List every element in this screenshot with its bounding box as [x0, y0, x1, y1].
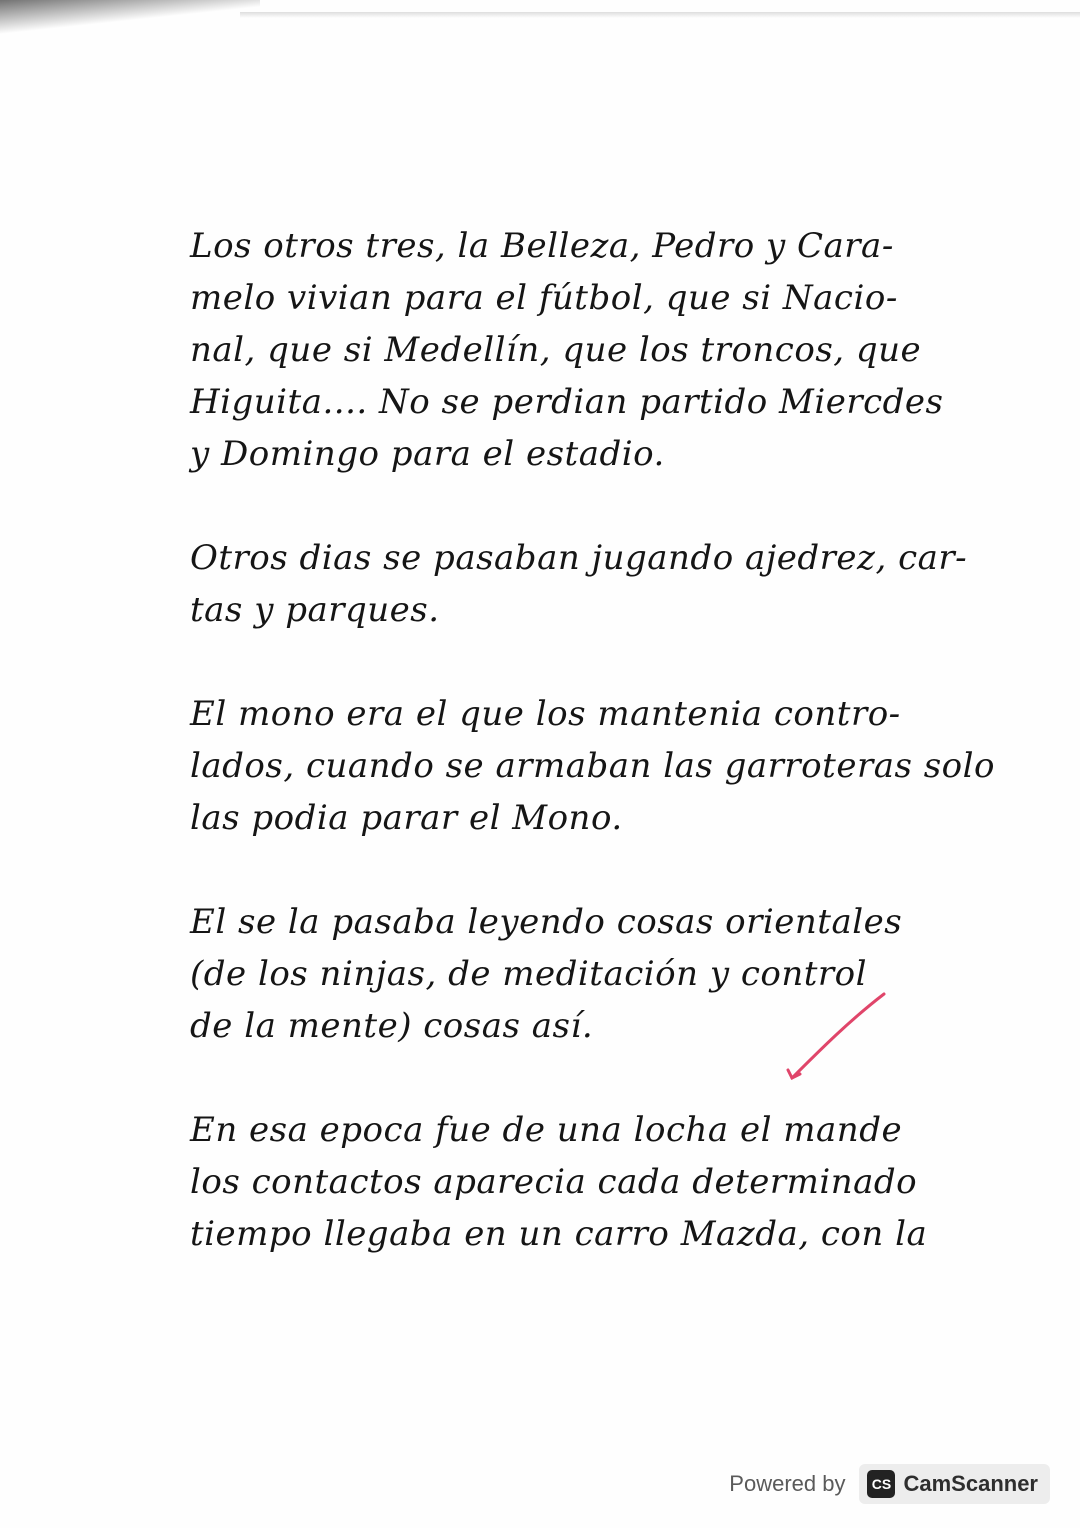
text-line: melo vivian para el fútbol, que si Nacio- [190, 278, 898, 318]
text-line: tiempo llegaba en un carro Mazda, con la [190, 1214, 928, 1254]
paragraph-4 [190, 896, 1020, 1052]
camscanner-brand: CamScanner [903, 1471, 1038, 1496]
text-line: nal, que si Medellín, que los troncos, que [190, 330, 922, 370]
text-line: Los otros tres, la Belleza, Pedro y Cara- [190, 226, 894, 266]
text-line: Higuita.... No se perdian partido Miercdes [190, 382, 944, 422]
handwritten-text [190, 220, 1020, 1312]
text-line: El mono era el que los mantenia contro- [190, 694, 901, 734]
text-line: lados, cuando se armaban las garroteras solo [190, 746, 995, 786]
paragraph-2 [190, 532, 1020, 636]
text-line: de la mente) cosas así. [190, 1006, 594, 1046]
paragraph-5 [190, 1104, 1020, 1260]
page-top-edge [240, 12, 1080, 18]
text-line: tas y parques. [190, 590, 440, 630]
paragraph-3 [190, 688, 1020, 844]
text-line: En esa epoca fue de una locha el mande [190, 1110, 903, 1150]
text-line: (de los ninjas, de meditación y control [190, 954, 868, 994]
camscanner-badge [859, 1464, 1050, 1504]
page-corner-shadow [0, 0, 260, 110]
text-line: los contactos aparecia cada determinado [190, 1162, 918, 1202]
paragraph-1 [190, 220, 1020, 480]
camscanner-logo-icon: CS [867, 1470, 895, 1498]
powered-by-text: Powered by [729, 1471, 846, 1496]
text-line: y Domingo para el estadio. [190, 434, 665, 474]
text-line: Otros dias se pasaban jugando ajedrez, car- [190, 538, 968, 578]
red-check-mark-icon [780, 990, 890, 1085]
text-line: El se la pasaba leyendo cosas orientales [190, 902, 903, 942]
camscanner-watermark [729, 1462, 1050, 1506]
text-line: las podia parar el Mono. [190, 798, 623, 838]
